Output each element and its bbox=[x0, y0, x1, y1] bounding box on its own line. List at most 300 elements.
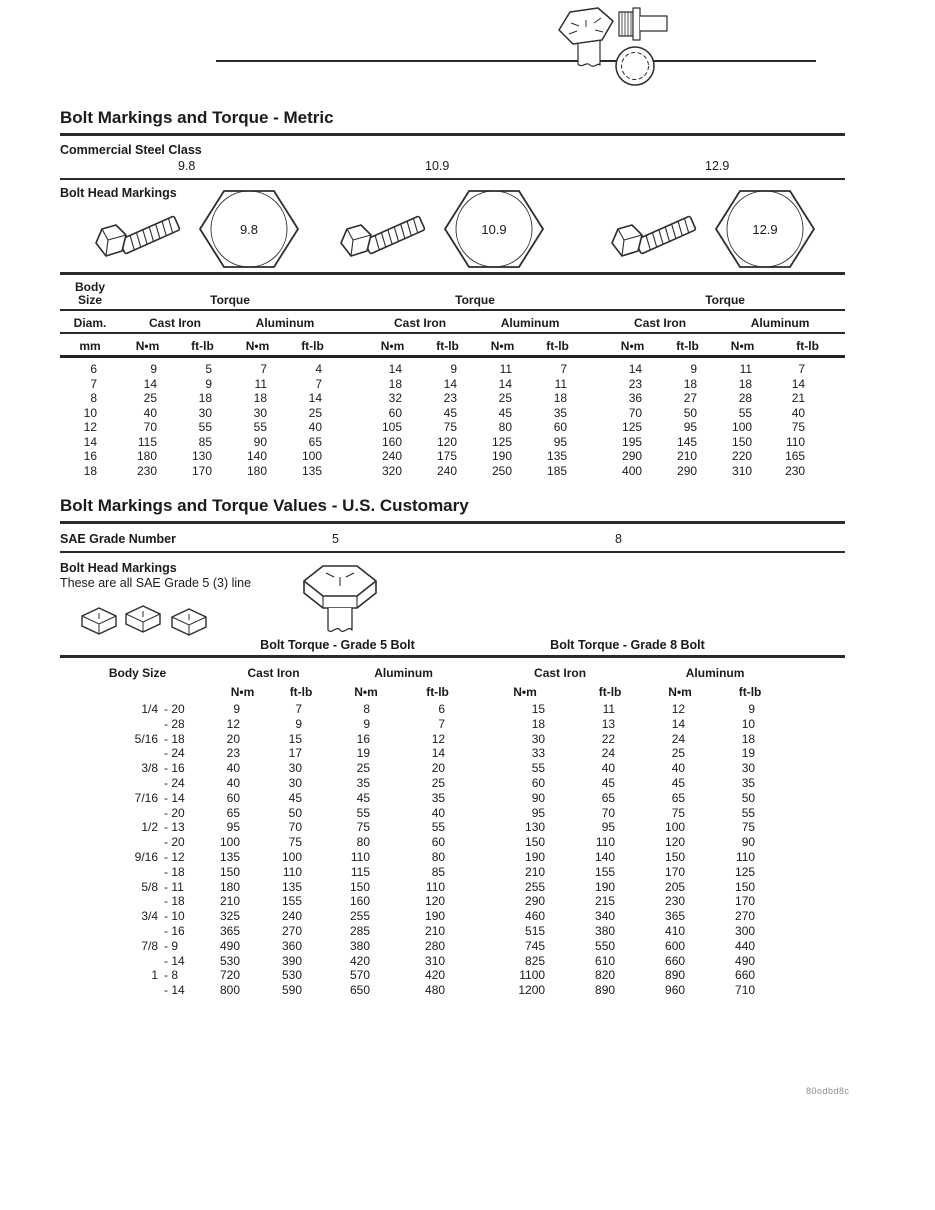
table-cell: 310 bbox=[732, 463, 753, 478]
col-header-ftlb: ft-lb bbox=[289, 685, 313, 699]
table-cell: 7/16 bbox=[134, 790, 158, 805]
header-spacer bbox=[585, 333, 605, 357]
table-cell: 1200 bbox=[518, 983, 546, 998]
table-cell: 18 bbox=[83, 463, 97, 478]
table-cell: 90 bbox=[741, 835, 756, 850]
col-header-ftlb: ft-lb bbox=[530, 333, 585, 357]
table-cell: 100 bbox=[282, 849, 303, 864]
side-bolt-icon bbox=[612, 216, 696, 256]
table-cell: 90 bbox=[531, 790, 546, 805]
table-cell: 1100 bbox=[519, 968, 546, 983]
table-cell: 125 bbox=[492, 434, 513, 449]
table-cell: 185 bbox=[547, 463, 568, 478]
table-row bbox=[60, 939, 785, 954]
table-row bbox=[60, 880, 785, 895]
table-cell: 5 bbox=[205, 362, 212, 376]
table-cell: 270 bbox=[735, 909, 756, 924]
table-cell: 310 bbox=[425, 953, 446, 968]
table-cell: 300 bbox=[735, 923, 756, 938]
col-header-nm: N•m bbox=[354, 685, 378, 699]
table-cell: 65 bbox=[671, 790, 686, 805]
col-header-mm: mm bbox=[60, 333, 120, 357]
sae-grade-value-5: 5 bbox=[332, 532, 339, 546]
table-cell: 210 bbox=[425, 923, 446, 938]
table-cell: 60 bbox=[388, 405, 403, 420]
table-cell bbox=[340, 464, 365, 479]
table-cell: 150 bbox=[525, 835, 546, 850]
table-cell: 290 bbox=[622, 449, 643, 463]
us-bolt-head-label: Bolt Head Markings bbox=[60, 561, 177, 575]
table-cell: 960 bbox=[665, 983, 686, 998]
table-cell: 16 bbox=[356, 731, 371, 746]
table-cell: 55 bbox=[741, 805, 756, 820]
table-cell: 9 bbox=[295, 716, 303, 731]
col-header-nm: N•m bbox=[475, 333, 530, 357]
table-cell: 25 bbox=[356, 761, 371, 776]
col-header-nm: N•m bbox=[230, 333, 285, 357]
table-row bbox=[60, 865, 785, 880]
table-row bbox=[60, 924, 785, 939]
table-cell: 400 bbox=[622, 463, 643, 478]
table-cell bbox=[585, 464, 605, 479]
table-cell: 105 bbox=[382, 420, 403, 434]
table-cell: 95 bbox=[601, 820, 616, 835]
table-cell: 135 bbox=[547, 449, 568, 463]
table-row bbox=[60, 835, 785, 850]
table-cell: 15 bbox=[288, 731, 303, 746]
steel-class-rule bbox=[60, 178, 845, 180]
table-cell: 660 bbox=[735, 968, 756, 983]
table-cell: 720 bbox=[219, 968, 241, 983]
col-header-body-size: Body Size bbox=[108, 666, 167, 680]
table-cell: 150 bbox=[665, 849, 686, 864]
table-cell: 5/8 bbox=[141, 879, 158, 894]
col-header-diam: Diam. bbox=[60, 310, 120, 333]
sae-grade-value-8: 8 bbox=[615, 532, 622, 546]
table-row bbox=[60, 894, 785, 909]
table-cell: 75 bbox=[671, 805, 686, 820]
table-cell: 25 bbox=[308, 405, 323, 420]
table-cell: 420 bbox=[350, 953, 371, 968]
col-header-body-size bbox=[60, 277, 120, 310]
table-cell: 210 bbox=[677, 449, 698, 463]
table-cell: 190 bbox=[525, 849, 546, 864]
table-cell: 440 bbox=[735, 938, 756, 953]
table-cell: 55 bbox=[531, 761, 546, 776]
table-cell: 23 bbox=[443, 391, 458, 405]
col-header-ftlb: ft-lb bbox=[175, 333, 230, 357]
table-cell: 18 bbox=[388, 376, 403, 391]
table-cell: 40 bbox=[791, 405, 806, 420]
body-size-line2: Size bbox=[77, 293, 102, 307]
table-cell: 110 bbox=[350, 849, 371, 864]
table-row bbox=[60, 435, 845, 450]
table-cell: 100 bbox=[219, 835, 241, 850]
table-cell: 9 bbox=[690, 362, 698, 376]
table-cell: 7 bbox=[260, 362, 267, 376]
table-cell: 18 bbox=[683, 376, 698, 391]
table-cell bbox=[585, 357, 605, 377]
table-cell bbox=[585, 406, 605, 421]
table-cell: 180 bbox=[246, 463, 267, 478]
table-cell: 14 bbox=[628, 362, 643, 376]
table-cell: 1/4 bbox=[141, 702, 158, 716]
table-cell: 60 bbox=[553, 420, 568, 434]
sae-grade5-nuts-icon bbox=[78, 602, 218, 642]
table-cell: 25 bbox=[671, 746, 686, 761]
table-row bbox=[60, 806, 785, 821]
footer-code: 80odbd8c bbox=[806, 1086, 850, 1096]
table-cell: 16 bbox=[83, 449, 97, 463]
col-header-ftlb: ft-lb bbox=[420, 333, 475, 357]
table-cell: 230 bbox=[665, 894, 686, 909]
table-cell: 255 bbox=[350, 909, 371, 924]
table-cell: 195 bbox=[622, 434, 643, 449]
table-row bbox=[60, 954, 785, 969]
table-cell bbox=[60, 983, 160, 998]
table-cell: 19 bbox=[741, 746, 756, 761]
table-cell: 210 bbox=[219, 894, 241, 909]
table-row bbox=[60, 449, 845, 464]
table-cell: - 18 bbox=[164, 864, 185, 879]
table-cell: 180 bbox=[219, 879, 241, 894]
table-cell: - 14 bbox=[164, 953, 185, 968]
table-cell: 95 bbox=[531, 805, 546, 820]
table-cell: 14 bbox=[308, 391, 323, 405]
table-cell: 160 bbox=[350, 894, 371, 909]
table-cell: 75 bbox=[791, 420, 806, 434]
col-header-ftlb: ft-lb bbox=[285, 333, 340, 357]
table-cell: - 12 bbox=[164, 849, 185, 864]
table-cell: 30 bbox=[741, 761, 756, 776]
table-cell bbox=[340, 391, 365, 406]
table-cell: 11 bbox=[254, 376, 267, 391]
table-cell: 9 bbox=[748, 702, 756, 716]
table-row bbox=[60, 850, 785, 865]
table-cell: 60 bbox=[531, 775, 546, 790]
table-cell: 35 bbox=[356, 775, 371, 790]
metric-torque-table bbox=[60, 277, 845, 478]
table-cell: 600 bbox=[665, 938, 686, 953]
table-cell: 320 bbox=[382, 463, 403, 478]
table-cell: 120 bbox=[665, 835, 686, 850]
col-header-torque-9-8: Torque bbox=[120, 277, 340, 310]
sae-grade-rule bbox=[60, 551, 845, 553]
table-cell: 170 bbox=[191, 463, 212, 478]
table-cell: - 24 bbox=[164, 746, 185, 761]
table-cell: 18 bbox=[738, 376, 753, 391]
table-cell: 135 bbox=[219, 849, 241, 864]
table-cell: 11 bbox=[499, 362, 513, 376]
table-cell: 25 bbox=[498, 391, 513, 405]
us-section-title: Bolt Markings and Torque Values - U.S. Customary bbox=[60, 496, 469, 515]
table-cell: 110 bbox=[425, 879, 446, 894]
table-cell: - 20 bbox=[164, 702, 185, 716]
table-cell bbox=[60, 835, 160, 850]
table-cell: 45 bbox=[671, 775, 686, 790]
table-cell bbox=[585, 391, 605, 406]
table-cell: 550 bbox=[595, 938, 616, 953]
table-cell: 35 bbox=[431, 790, 446, 805]
side-bolt-icon bbox=[96, 216, 180, 256]
table-cell: 120 bbox=[437, 434, 458, 449]
table-cell: 12 bbox=[226, 716, 241, 731]
top-divider bbox=[216, 60, 816, 62]
table-cell: 60 bbox=[431, 835, 446, 850]
table-cell bbox=[585, 449, 605, 464]
table-cell: 340 bbox=[595, 909, 616, 924]
table-cell: 18 bbox=[741, 731, 756, 746]
table-cell: 210 bbox=[525, 864, 546, 879]
col-header-ftlb: ft-lb bbox=[426, 685, 449, 699]
header-spacer bbox=[340, 333, 365, 357]
table-cell: 10 bbox=[83, 405, 97, 420]
header-spacer bbox=[60, 680, 160, 699]
table-cell: 40 bbox=[671, 761, 686, 776]
metric-header-row-2 bbox=[60, 310, 845, 333]
table-cell: 30 bbox=[288, 775, 303, 790]
steel-class-label: Commercial Steel Class bbox=[60, 143, 202, 157]
table-cell: 60 bbox=[226, 790, 241, 805]
table-row bbox=[60, 357, 845, 377]
grade8-table-title: Bolt Torque - Grade 8 Bolt bbox=[550, 638, 705, 652]
table-cell bbox=[60, 806, 160, 821]
col-header-cast-iron: Cast Iron bbox=[534, 666, 587, 680]
us-title-rule bbox=[60, 521, 845, 524]
table-cell: 65 bbox=[601, 790, 616, 805]
table-cell: 15 bbox=[531, 702, 546, 716]
table-cell: 515 bbox=[525, 923, 546, 938]
table-cell: 110 bbox=[595, 835, 616, 850]
table-cell: 7 bbox=[560, 362, 568, 376]
table-cell: 65 bbox=[308, 434, 323, 449]
table-row bbox=[60, 699, 785, 717]
table-cell: 150 bbox=[219, 864, 241, 879]
table-cell: 490 bbox=[735, 953, 756, 968]
table-cell: 8 bbox=[90, 391, 97, 405]
table-cell: 175 bbox=[437, 449, 458, 463]
table-cell bbox=[340, 420, 365, 435]
table-cell: - 24 bbox=[164, 775, 185, 790]
col-header-cast-iron: Cast Iron bbox=[605, 310, 715, 333]
table-cell: 410 bbox=[665, 923, 686, 938]
col-header-ftlb: ft-lb bbox=[738, 685, 762, 699]
table-row bbox=[60, 761, 785, 776]
table-row bbox=[60, 717, 785, 732]
table-cell: 7 bbox=[438, 716, 446, 731]
table-cell: 240 bbox=[437, 463, 458, 478]
col-header-cast-iron: Cast Iron bbox=[365, 310, 475, 333]
table-cell: 30 bbox=[253, 405, 267, 420]
table-cell: 24 bbox=[601, 746, 616, 761]
hex-class-text: 12.9 bbox=[752, 222, 778, 237]
nut-icon bbox=[82, 608, 116, 634]
table-cell: 530 bbox=[219, 953, 241, 968]
grade5-bolt-icon bbox=[295, 556, 385, 640]
table-cell: 6 bbox=[90, 362, 97, 376]
col-header-torque-10-9: Torque bbox=[365, 277, 585, 310]
table-cell: 250 bbox=[492, 463, 513, 478]
table-cell: 36 bbox=[628, 391, 643, 405]
table-cell: 380 bbox=[350, 938, 371, 953]
table-cell: 240 bbox=[382, 449, 403, 463]
table-cell: 285 bbox=[350, 923, 371, 938]
table-cell: 9 bbox=[233, 702, 241, 716]
table-cell: 100 bbox=[302, 449, 323, 463]
table-cell: 65 bbox=[226, 805, 241, 820]
table-cell: 75 bbox=[443, 420, 458, 434]
metric-title-rule bbox=[60, 133, 845, 136]
table-cell: - 18 bbox=[164, 894, 185, 909]
us-table-top-rule bbox=[60, 655, 845, 658]
table-cell bbox=[60, 924, 160, 939]
table-cell: 420 bbox=[425, 968, 446, 983]
bolt-illustration-class-10-9 bbox=[337, 184, 547, 272]
table-cell bbox=[585, 420, 605, 435]
table-cell: 14 bbox=[498, 376, 513, 391]
table-cell: 9 bbox=[450, 362, 458, 376]
table-cell: 3/4 bbox=[141, 909, 158, 924]
table-cell: 95 bbox=[226, 820, 241, 835]
col-header-aluminum: Aluminum bbox=[685, 666, 745, 680]
table-cell: 480 bbox=[425, 983, 446, 998]
bolt-illustration-class-9-8 bbox=[92, 184, 302, 272]
table-cell: 45 bbox=[498, 405, 513, 420]
table-cell: 745 bbox=[525, 938, 546, 953]
table-cell: 1/2 bbox=[141, 820, 158, 835]
table-cell: 14 bbox=[388, 362, 403, 376]
hex-class-text: 10.9 bbox=[481, 222, 507, 237]
table-cell: - 9 bbox=[164, 938, 179, 953]
table-cell: 14 bbox=[791, 376, 806, 391]
table-cell: 17 bbox=[288, 746, 303, 761]
table-cell: 80 bbox=[356, 835, 371, 850]
table-cell bbox=[60, 865, 160, 880]
table-cell bbox=[340, 377, 365, 392]
table-cell: 45 bbox=[288, 790, 303, 805]
table-cell: 19 bbox=[356, 746, 371, 761]
grade5-table-title: Bolt Torque - Grade 5 Bolt bbox=[260, 638, 415, 652]
table-cell bbox=[60, 776, 160, 791]
table-cell: 55 bbox=[253, 420, 267, 434]
table-cell bbox=[60, 954, 160, 969]
table-cell: 11 bbox=[739, 362, 753, 376]
table-cell: 190 bbox=[425, 909, 446, 924]
table-cell: 115 bbox=[350, 864, 371, 879]
table-cell: 110 bbox=[785, 434, 806, 449]
table-cell: 50 bbox=[741, 790, 756, 805]
table-cell: 40 bbox=[226, 775, 241, 790]
table-cell: 290 bbox=[525, 894, 546, 909]
table-cell: 45 bbox=[356, 790, 371, 805]
table-cell: 45 bbox=[443, 405, 458, 420]
table-cell: 95 bbox=[553, 434, 568, 449]
table-cell: 100 bbox=[665, 820, 686, 835]
table-row bbox=[60, 732, 785, 747]
table-cell: 190 bbox=[492, 449, 513, 463]
header-spacer bbox=[585, 277, 605, 310]
table-cell: 22 bbox=[601, 731, 616, 746]
header-spacer bbox=[585, 310, 605, 333]
us-bolt-head-note: These are all SAE Grade 5 (3) line bbox=[60, 576, 252, 590]
table-cell bbox=[60, 746, 160, 761]
table-cell bbox=[585, 435, 605, 450]
table-cell: 170 bbox=[735, 894, 756, 909]
table-cell: 205 bbox=[665, 879, 686, 894]
table-cell: 70 bbox=[143, 420, 157, 434]
table-cell: 360 bbox=[282, 938, 303, 953]
table-cell: 160 bbox=[382, 434, 403, 449]
table-cell: 11 bbox=[554, 376, 568, 391]
table-cell: 35 bbox=[553, 405, 568, 420]
hex-class-text: 9.8 bbox=[239, 222, 259, 237]
table-cell: - 13 bbox=[164, 820, 185, 835]
table-cell: 11 bbox=[602, 702, 616, 716]
table-cell: 12 bbox=[83, 420, 97, 434]
table-row bbox=[60, 968, 785, 983]
table-cell: 9 bbox=[205, 376, 212, 391]
table-cell: 5/16 bbox=[134, 731, 158, 746]
table-cell: 140 bbox=[246, 449, 267, 463]
table-cell: - 16 bbox=[164, 761, 185, 776]
table-cell: 55 bbox=[431, 820, 446, 835]
table-cell: 20 bbox=[226, 731, 241, 746]
table-cell: 660 bbox=[665, 953, 686, 968]
table-cell: 240 bbox=[282, 909, 303, 924]
table-cell: 75 bbox=[356, 820, 371, 835]
header-spacer bbox=[160, 680, 215, 699]
table-cell: 14 bbox=[443, 376, 458, 391]
table-cell: 380 bbox=[595, 923, 616, 938]
nut-icon bbox=[172, 609, 206, 635]
table-cell: 70 bbox=[288, 820, 303, 835]
bolt-head-markings-label: Bolt Head Markings bbox=[60, 186, 177, 200]
table-cell: 12 bbox=[431, 731, 446, 746]
table-cell: 110 bbox=[735, 849, 756, 864]
table-cell bbox=[585, 377, 605, 392]
table-cell: 13 bbox=[601, 716, 616, 731]
table-cell: 50 bbox=[683, 405, 698, 420]
table-cell: 490 bbox=[219, 938, 241, 953]
col-header-nm: N•m bbox=[605, 333, 660, 357]
us-header-row-2 bbox=[60, 680, 785, 699]
table-cell: 610 bbox=[595, 953, 616, 968]
table-cell: 25 bbox=[431, 775, 446, 790]
table-row bbox=[60, 406, 845, 421]
table-cell: 390 bbox=[282, 953, 303, 968]
table-cell: - 28 bbox=[164, 716, 185, 731]
table-cell: - 10 bbox=[164, 909, 185, 924]
table-cell bbox=[60, 717, 160, 732]
table-cell: 75 bbox=[288, 835, 303, 850]
table-cell: 6 bbox=[438, 702, 446, 716]
table-cell: 825 bbox=[525, 953, 546, 968]
col-header-torque-12-9: Torque bbox=[605, 277, 845, 310]
table-cell: 650 bbox=[350, 983, 371, 998]
table-cell: - 20 bbox=[164, 805, 185, 820]
table-cell: 165 bbox=[785, 449, 806, 463]
table-row bbox=[60, 909, 785, 924]
table-cell: 28 bbox=[738, 391, 753, 405]
col-header-aluminum: Aluminum bbox=[230, 310, 340, 333]
table-cell: - 14 bbox=[164, 983, 185, 998]
metric-header-row-3 bbox=[60, 333, 845, 357]
table-cell: 4 bbox=[315, 362, 323, 376]
nut-icon bbox=[126, 606, 160, 632]
table-cell: 7 bbox=[315, 376, 323, 391]
table-cell: 12 bbox=[671, 702, 686, 716]
table-cell: 18 bbox=[553, 391, 568, 405]
